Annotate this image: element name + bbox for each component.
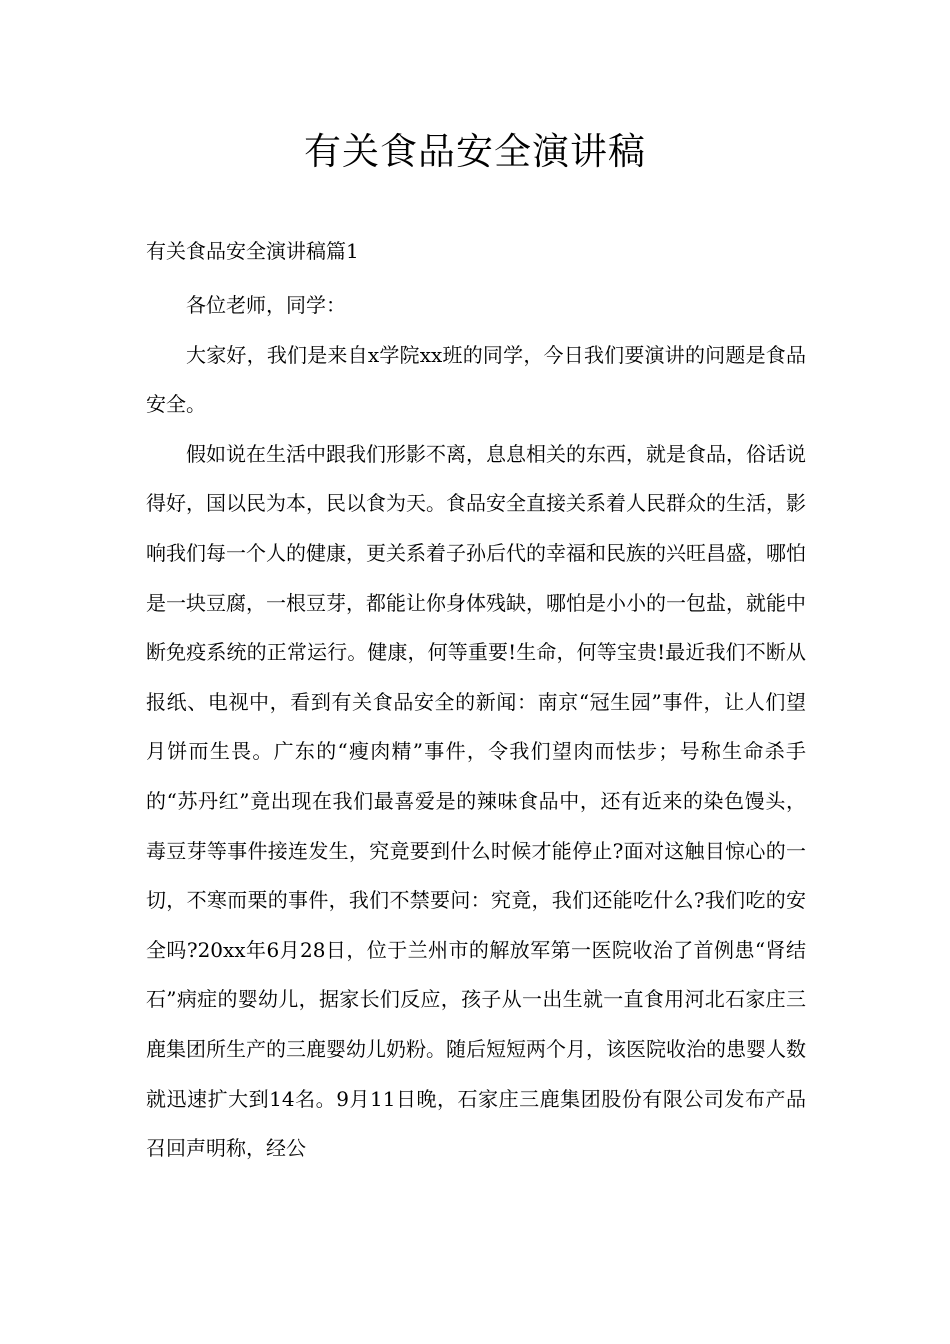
document-title: 有关食品安全演讲稿 <box>304 130 646 173</box>
paragraph-intro: 大家好，我们是来自x学院xx班的同学，今日我们要演讲的问题是食品安全。 <box>146 342 806 417</box>
paragraph-main: 假如说在生活中跟我们形影不离，息息相关的东西，就是食品，俗话说得好，国以民为本，民以食为天。食品安全直接关系着人民群众的生活，影响我们每一个人的健康，更关系着子孙后代的幸福和民族的兴旺昌盛，哪怕是一块豆腐，一根豆芽，都能让你身体残缺，哪怕是小小的一包盐，就能中断免疫系统的正常运行。健康，何等重要!生命，何等宝贵!最近我们不断从报纸、电视中，看到有关食品安全的新闻：南京“冠生园”事件，让人们望月饼而生畏。广东的“瘦肉精”事件，令我们望肉而怯步；号称生命杀手的“苏丹红”竟出现在我们最喜爱是的辣味食品中，还有近来的染色馒头，毒豆芽等事件接连发生，究竟要到什么时候才能停止?面对这触目惊心的一切，不寒而栗的事件，我们不禁要问：究竟，我们还能吃什么?我们吃的安全吗?20xx年6月28日，位于兰州市的解放军第一医院收治了首例患“肾结石”病症的婴幼儿，据家长们反应，孩子从一出生就一直食用河北石家庄三鹿集团所生产的三鹿婴幼儿奶粉。随后短短两个月，该医院收治的患婴人数就迅速扩大到14名。9月11日晚，石家庄三鹿集团股份有限公司发布产品召回声明称，经公 <box>146 441 806 1161</box>
paragraph-greeting: 各位老师，同学： <box>186 293 346 317</box>
section-heading: 有关食品安全演讲稿篇1 <box>146 239 359 263</box>
document-body <box>146 281 806 1174</box>
